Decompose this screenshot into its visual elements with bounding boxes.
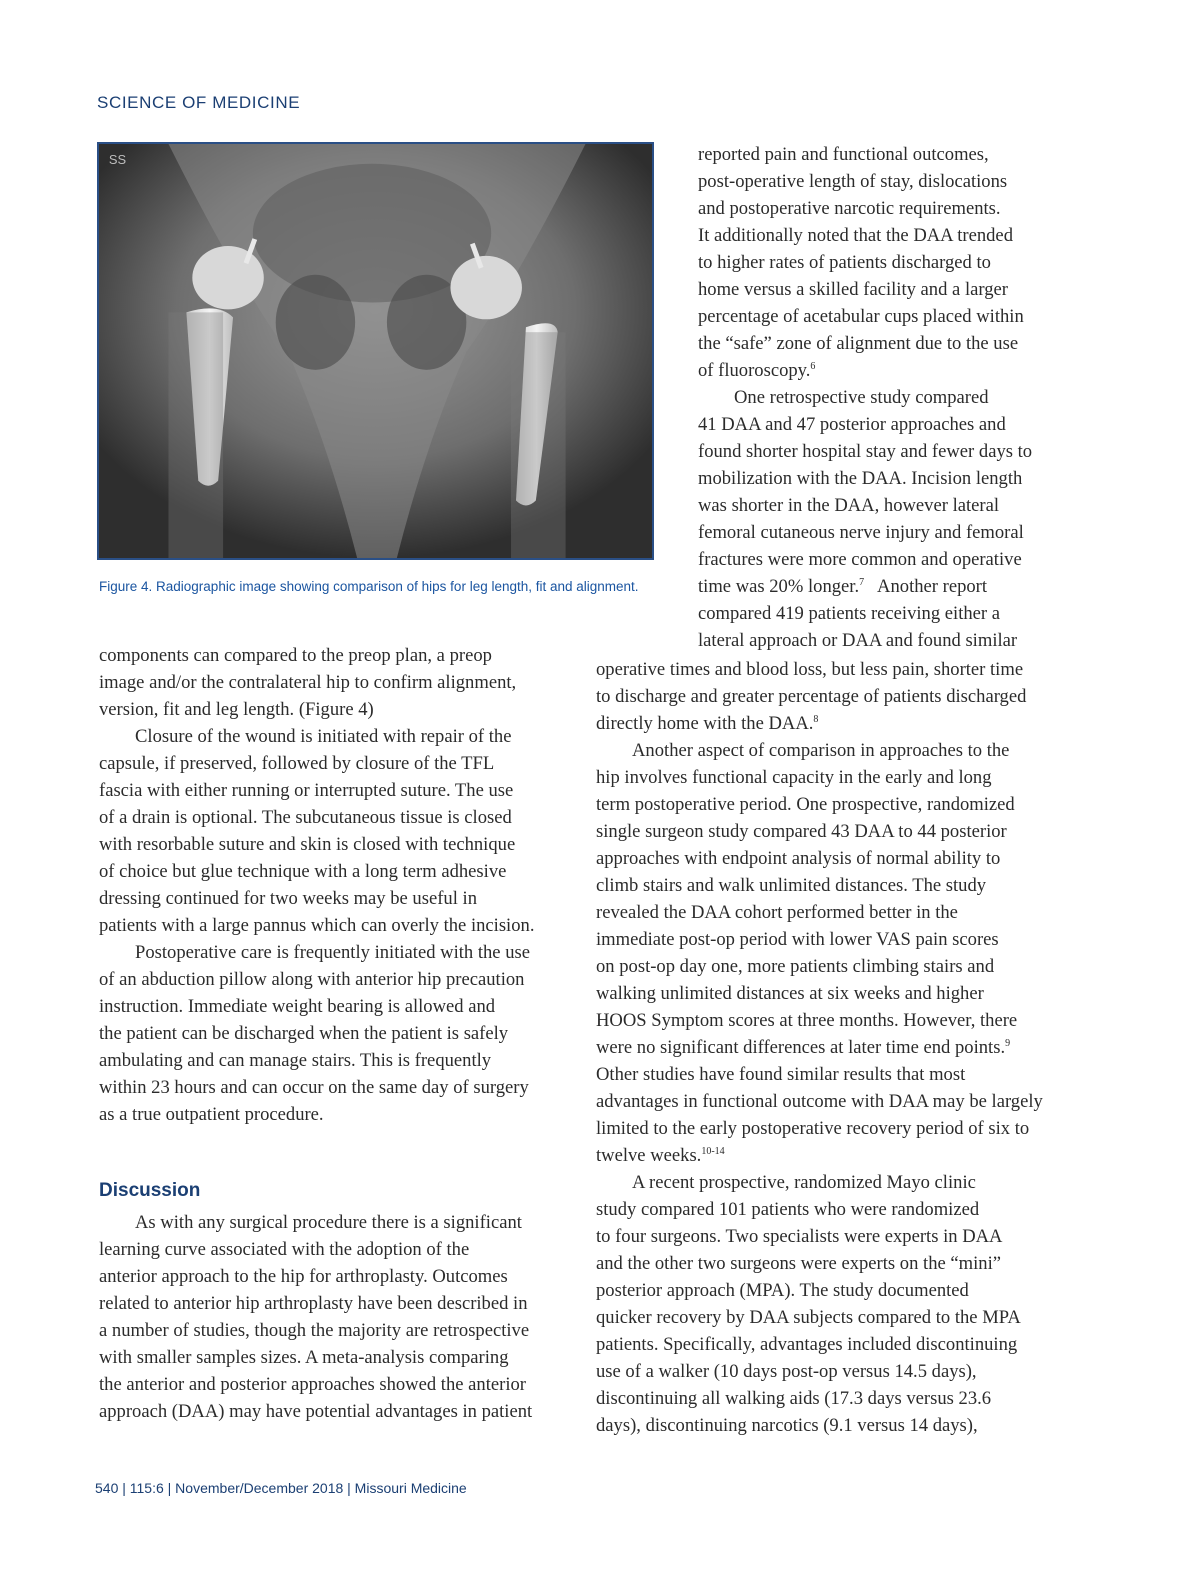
text-line: related to anterior hip arthroplasty have been described in bbox=[99, 1293, 528, 1314]
text-line: image and/or the contralateral hip to confirm alignment, bbox=[99, 672, 517, 693]
text-line: a number of studies, though the majority are retrospective bbox=[99, 1320, 530, 1341]
text-line: walking unlimited distances at six weeks and higher bbox=[596, 983, 984, 1004]
text-line: home versus a skilled facility and a larger bbox=[698, 279, 1008, 300]
text-line: patients with a large pannus which can overly the incision. bbox=[99, 915, 535, 936]
text-line bbox=[596, 710, 1086, 737]
text-line: the “safe” zone of alignment due to the use bbox=[698, 333, 1019, 354]
text-line: mobilization with the DAA. Incision length bbox=[698, 468, 1023, 489]
text-line: learning curve associated with the adoption of the bbox=[99, 1239, 470, 1260]
discussion-heading: Discussion bbox=[99, 1180, 201, 1201]
text-line: compared 419 patients receiving either a bbox=[698, 603, 1001, 624]
left-column bbox=[99, 642, 579, 1128]
text-line: capsule, if preserved, followed by closure of the TFL bbox=[99, 753, 495, 774]
text-line: fractures were more common and operative bbox=[698, 549, 1022, 570]
text-line: Closure of the wound is initiated with repair of the bbox=[135, 726, 512, 747]
text-line: with smaller samples sizes. A meta-analysis comparing bbox=[99, 1347, 509, 1368]
text-line: to four surgeons. Two specialists were experts in DAA bbox=[596, 1226, 1003, 1247]
reference-superscript: 10-14 bbox=[701, 1146, 725, 1157]
text-line: operative times and blood loss, but less pain, shorter time bbox=[596, 659, 1024, 680]
text-line bbox=[596, 1142, 1086, 1169]
text-line: days), discontinuing narcotics (9.1 versus 14 days), bbox=[596, 1415, 978, 1436]
text-line: the anterior and posterior approaches showed the anterior bbox=[99, 1374, 526, 1395]
text-line: reported pain and functional outcomes, bbox=[698, 144, 989, 165]
text-line: instruction. Immediate weight bearing is allowed and bbox=[99, 996, 496, 1017]
text-line: as a true outpatient procedure. bbox=[99, 1104, 324, 1125]
text-run: were no significant differences at later time end points. bbox=[596, 1037, 1006, 1058]
text-line: and postoperative narcotic requirements. bbox=[698, 198, 1001, 219]
text-line: It additionally noted that the DAA trended bbox=[698, 225, 1013, 246]
xray-figure bbox=[97, 142, 654, 560]
text-line: climb stairs and walk unlimited distances. The study bbox=[596, 875, 987, 896]
text-line: of an abduction pillow along with anterior hip precaution bbox=[99, 969, 525, 990]
text-line: fascia with either running or interrupted suture. The use bbox=[99, 780, 514, 801]
text-line: hip involves functional capacity in the early and long bbox=[596, 767, 992, 788]
text-line: ambulating and can manage stairs. This is frequently bbox=[99, 1050, 492, 1071]
text-run: time was 20% longer. bbox=[698, 576, 860, 597]
text-line: femoral cutaneous nerve injury and femoral bbox=[698, 522, 1024, 543]
text-line: approach (DAA) may have potential advantages in patient bbox=[99, 1401, 533, 1422]
text-line: version, fit and leg length. (Figure 4) bbox=[99, 699, 374, 720]
text-line: term postoperative period. One prospective, randomized bbox=[596, 794, 1015, 815]
reference-superscript: 7 bbox=[859, 577, 865, 588]
section-label: SCIENCE OF MEDICINE bbox=[97, 93, 301, 112]
text-run: directly home with the DAA. bbox=[596, 713, 814, 734]
reference-superscript: 9 bbox=[1005, 1038, 1011, 1049]
text-line: percentage of acetabular cups placed within bbox=[698, 306, 1024, 327]
text-line: on post-op day one, more patients climbing stairs and bbox=[596, 956, 995, 977]
text-run: twelve weeks. bbox=[596, 1145, 702, 1166]
text-line: single surgeon study compared 43 DAA to 44 posterior bbox=[596, 821, 1007, 842]
text-line: Another aspect of comparison in approaches to the bbox=[632, 740, 1010, 761]
text-line: was shorter in the DAA, however lateral bbox=[698, 495, 1000, 516]
text-line: One retrospective study compared bbox=[734, 387, 989, 408]
right-column-top bbox=[698, 141, 1078, 654]
text-line: of choice but glue technique with a long term adhesive bbox=[99, 861, 507, 882]
text-line: post-operative length of stay, dislocations bbox=[698, 171, 1008, 192]
text-line: and the other two surgeons were experts on the “mini” bbox=[596, 1253, 1001, 1274]
text-line: to discharge and greater percentage of patients discharged bbox=[596, 686, 1027, 707]
text-line: study compared 101 patients who were randomized bbox=[596, 1199, 980, 1220]
text-line: advantages in functional outcome with DAA may be largely bbox=[596, 1091, 1043, 1112]
text-line: within 23 hours and can occur on the same day of surgery bbox=[99, 1077, 529, 1098]
text-line: As with any surgical procedure there is a significant bbox=[135, 1212, 522, 1233]
text-line: anterior approach to the hip for arthroplasty. Outcomes bbox=[99, 1266, 508, 1287]
text-line: A recent prospective, randomized Mayo clinic bbox=[632, 1172, 976, 1193]
text-line: dressing continued for two weeks may be useful in bbox=[99, 888, 477, 909]
text-line: approaches with endpoint analysis of normal ability to bbox=[596, 848, 1001, 869]
text-line: with resorbable suture and skin is closed with technique bbox=[99, 834, 516, 855]
text-line: components can compared to the preop plan, a preop bbox=[99, 645, 492, 666]
page-footer: 540 | 115:6 | November/December 2018 | Missouri Medicine bbox=[95, 1480, 467, 1496]
text-line: 41 DAA and 47 posterior approaches and bbox=[698, 414, 1006, 435]
text-line: Other studies have found similar results that most bbox=[596, 1064, 966, 1085]
reference-superscript: 6 bbox=[810, 361, 816, 372]
text-line: posterior approach (MPA). The study documented bbox=[596, 1280, 969, 1301]
text-line bbox=[698, 357, 1078, 384]
reference-superscript: 8 bbox=[813, 714, 819, 725]
text-line: discontinuing all walking aids (17.3 days versus 23.6 bbox=[596, 1388, 992, 1409]
text-line: of a drain is optional. The subcutaneous tissue is closed bbox=[99, 807, 512, 828]
xray-image bbox=[99, 144, 652, 558]
text-line bbox=[596, 1034, 1086, 1061]
text-line: revealed the DAA cohort performed better in the bbox=[596, 902, 958, 923]
text-line: to higher rates of patients discharged to bbox=[698, 252, 991, 273]
text-line bbox=[698, 573, 1078, 600]
text-run: Another report bbox=[864, 576, 988, 597]
text-line: quicker recovery by DAA subjects compared to the MPA bbox=[596, 1307, 1021, 1328]
discussion-body bbox=[99, 1209, 579, 1425]
text-line: patients. Specifically, advantages included discontinuing bbox=[596, 1334, 1018, 1355]
text-line: HOOS Symptom scores at three months. However, there bbox=[596, 1010, 1018, 1031]
text-line: found shorter hospital stay and fewer days to bbox=[698, 441, 1033, 462]
text-line: the patient can be discharged when the patient is safely bbox=[99, 1023, 509, 1044]
text-line: limited to the early postoperative recovery period of six to bbox=[596, 1118, 1030, 1139]
text-line: immediate post-op period with lower VAS pain scores bbox=[596, 929, 999, 950]
text-line: lateral approach or DAA and found similar bbox=[698, 630, 1018, 651]
text-line: Postoperative care is frequently initiated with the use bbox=[135, 942, 530, 963]
image-corner-label: SS bbox=[108, 151, 127, 167]
text-line: use of a walker (10 days post-op versus 14.5 days), bbox=[596, 1361, 977, 1382]
right-column-bottom bbox=[596, 656, 1086, 1439]
figure-caption: Figure 4. Radiographic image showing comparison of hips for leg length, fit and alignment. bbox=[99, 579, 639, 594]
text-run: of fluoroscopy. bbox=[698, 360, 811, 381]
